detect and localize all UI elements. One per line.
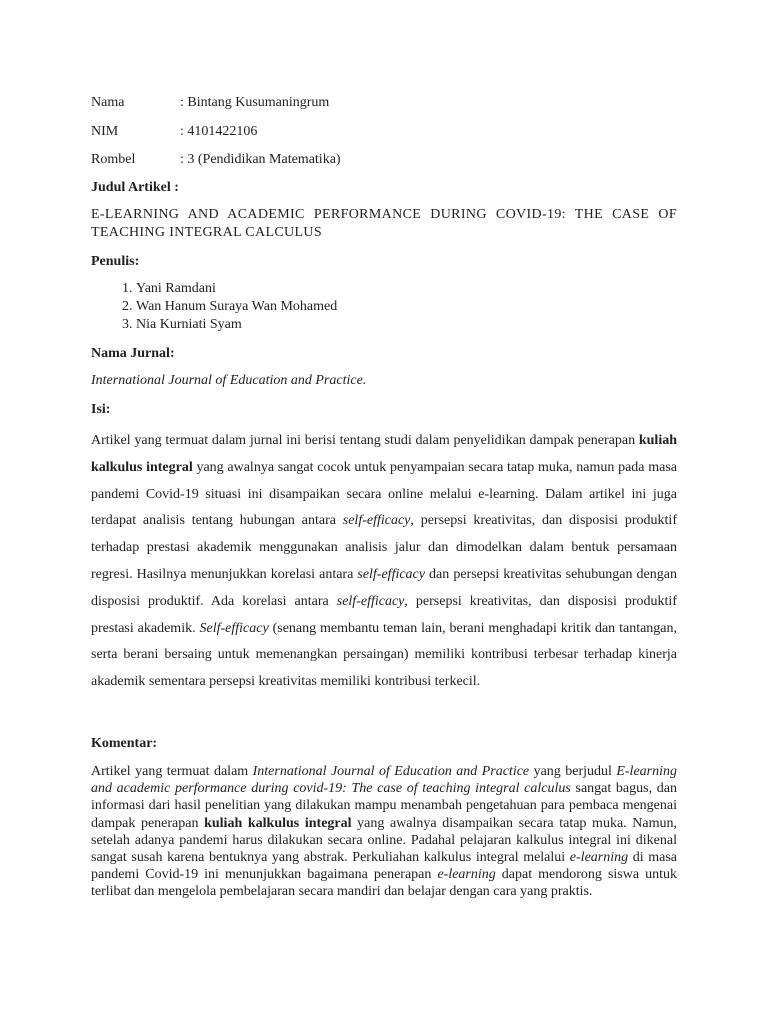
isi-text: Artikel yang termuat dalam jurnal ini berisi tentang studi dalam penyelidikan dampak penerapan bbox=[91, 433, 639, 448]
komentar-text: yang awalnya disampaikan secara tatap muka. Namun, setelah adanya pandemi harus dilakukan secara online. Padahal pelajaran kalkulus integral ini dikenal sangat susah karena bentuknya yang abstrak. Perkuliahan kalkulus integral melalui bbox=[91, 815, 677, 866]
isi-paragraph bbox=[91, 428, 677, 696]
komentar-text: yang berjudul bbox=[529, 764, 617, 779]
student-info bbox=[91, 94, 341, 180]
info-value: : Bintang Kusumaningrum bbox=[180, 95, 330, 110]
komentar-italic-text: E-learning and academic performance during covid-19: The case of teaching integral calculus bbox=[91, 764, 677, 797]
info-value: : 3 (Pendidikan Matematika) bbox=[180, 152, 341, 167]
isi-italic-text: self-efficacy bbox=[357, 566, 425, 582]
komentar-text: Artikel yang termuat dalam bbox=[91, 764, 253, 779]
author-item: 3. Nia Kurniati Syam bbox=[136, 316, 337, 334]
info-label: NIM bbox=[91, 123, 119, 139]
komentar-paragraph bbox=[91, 763, 677, 901]
isi-heading: Isi: bbox=[91, 402, 111, 417]
jurnal-heading: Nama Jurnal: bbox=[91, 346, 175, 361]
info-row-nim bbox=[91, 123, 341, 152]
isi-text: yang awalnya sangat cocok untuk penyampaian secara tatap muka, namun pada masa pandemi Covid-19 situasi ini disampaikan secara online melalui e-learning. Dalam artikel ini juga terdapat analisis tentang hubungan antara bbox=[91, 459, 677, 529]
komentar-text: dapat mendorong siswa untuk terlibat dan mengelola pembelajaran secara mandiri dan belajar dengan cara yang praktis. bbox=[91, 867, 677, 900]
isi-text: (senang membantu teman lain, berani menghadapi kritik dan tantangan, serta berani bersaing untuk memenangkan persaingan) memiliki kontribusi terbesar terhadap kinerja akademik sementara persepsi kreativitas memiliki kontribusi terkecil. bbox=[91, 620, 678, 690]
isi-text: , persepsi kreativitas, dan disposisi produktif prestasi akademik. bbox=[91, 593, 677, 636]
komentar-text: sangat bagus, dan informasi dari hasil penelitian yang dilakukan mampu menambah pengetahuan para pembaca mengenai dampak penerapan bbox=[91, 781, 677, 831]
komentar-italic-text: e-learning bbox=[569, 850, 629, 866]
penulis-heading: Penulis: bbox=[91, 254, 140, 269]
isi-italic-text: self-efficacy bbox=[342, 513, 411, 529]
author-list bbox=[113, 280, 337, 334]
author-item: 1. Yani Ramdani bbox=[136, 280, 337, 298]
komentar-italic-text: International Journal of Education and Practice bbox=[252, 764, 530, 779]
komentar-text: di masa pandemi Covid-19 ini menunjukkan bagaimana penerapan bbox=[91, 850, 677, 883]
judul-heading: Judul Artikel : bbox=[91, 180, 179, 195]
info-row-nama bbox=[91, 94, 341, 123]
info-row-rombel bbox=[91, 151, 341, 180]
article-title: E-LEARNING AND ACADEMIC PERFORMANCE DURING COVID-19: THE CASE OF TEACHING INTEGRAL CALCULUS bbox=[91, 207, 677, 240]
author-item: 2. Wan Hanum Suraya Wan Mohamed bbox=[136, 298, 337, 316]
info-value: : 4101422106 bbox=[180, 123, 258, 139]
isi-italic-text: Self-efficacy bbox=[199, 620, 269, 636]
isi-text: dan persepsi kreativitas sehubungan dengan disposisi produktif. Ada korelasi antara bbox=[91, 566, 677, 609]
komentar-heading: Komentar: bbox=[91, 736, 158, 751]
isi-bold-text: kuliah kalkulus integral bbox=[91, 433, 677, 475]
komentar-italic-text: e-learning bbox=[437, 867, 496, 883]
journal-name: International Journal of Education and Practice. bbox=[91, 373, 367, 388]
info-label: Nama bbox=[91, 95, 125, 110]
isi-text: , persepsi kreativitas, dan disposisi produktif terhadap prestasi akademik menggunakan analisis jalur dan dimodelkan dalam bentuk persamaan regresi. Hasilnya menunjukkan korelasi antara bbox=[91, 513, 677, 582]
info-label: Rombel bbox=[91, 152, 136, 167]
komentar-bold-text: kuliah kalkulus integral bbox=[204, 815, 352, 831]
isi-italic-text: self-efficacy bbox=[336, 593, 405, 609]
